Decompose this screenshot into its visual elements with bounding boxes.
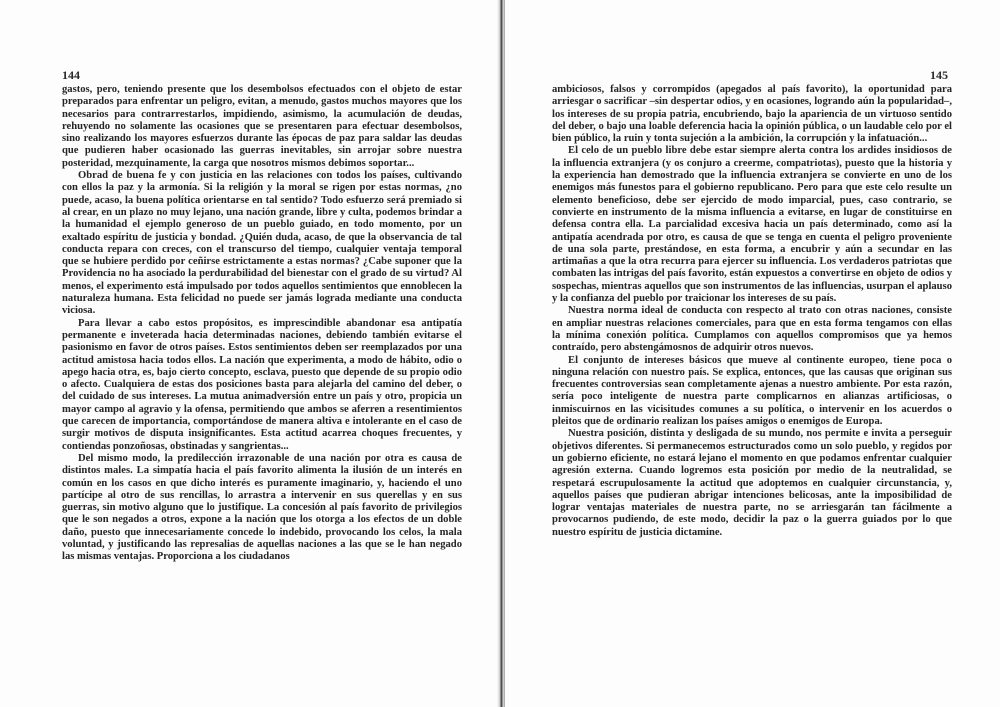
paragraph: Obrad de buena fe y con justicia en las relaciones con todos los países, cultivando con ellos la paz y la armonía. Si la religión y la moral se rigen por estas normas, ¿no puede, acaso, la buena política orientarse en tal sentido? Todo esfuerzo será premiado si al crear, en un plazo no muy lejano, una nación grande, libre y culta, podemos brindar a la humanidad el ejemplo generoso de un pueblo guiado, en todo momento, por un exaltado espíritu de justicia y bondad. ¿Quién duda, acaso, de que la observancia de tal conducta repara con creces, con el transcurso del tiempo, cualquier ventaja temporal que se hubiere perdido por ceñirse estrictamente a estas normas? ¿Cabe suponer que la Providencia no ha asociado la perdurabilidad del bienestar con el grado de su virtud? Al menos, el experimento está impulsado por todos aquellos sentimientos que ennoblecen la naturaleza humana. Esta felicidad no puede ser jamás lograda mediante una conducta viciosa. [62, 170, 462, 317]
paragraph: Nuestra norma ideal de conducta con respecto al trato con otras naciones, consiste en ampliar nuestras relaciones comerciales, para que en esta forma tengamos con ellas la mínima conexión política. Cumplamos con aquellos compromisos que ya hemos contraído, pero abstengámosnos de adquirir otros nuevos. [552, 305, 952, 354]
paragraph: El conjunto de intereses básicos que mueve al continente europeo, tiene poca o ninguna relación con nuestro país. Se explica, entonces, que las causas que originan sus frecuentes controversias sean completamente ajenas a nuestro ambiente. Por esta razón, sería poco inteligente de nuestra parte complicarnos en alianzas artificiosas, o inmiscuirnos en las vicisitudes comunes a su política, o intervenir en los acuerdos o pleitos que de ordinario realizan los países amigos o enemigos de Europa. [552, 354, 952, 428]
paragraph: El celo de un pueblo libre debe estar siempre alerta contra los ardides insidiosos de la influencia extranjera (y os conjuro a creerme, compatriotas), puesto que la historia y la experiencia han demostrado que la influencia extranjera se convierte en uno de los enemigos más funestos para el gobierno republicano. Pero para que este celo resulte un elemento beneficioso, debe ser ejercido de modo imparcial, pues, caso contrario, se convierte en instrumento de la misma influencia a evitarse, en lugar de constituirse en defensa contra ella. La parcialidad excesiva hacia un país determinado, como así la antipatía acendrada por otro, es causa de que se tenga en cuenta el peligro proveniente de una sola parte, prestándose, en esta forma, a encubrir y aún a secundar en las artimañas a que la otra recurra para ejercer su influencia. Los verdaderos patriotas que combaten las intrigas del país favorito, están expuestos a convertirse en objeto de odios y sospechas, mientras aquellos que son instrumentos de las influencias, usurpan el aplauso y la confianza del pueblo por traicionar los intereses de su país. [552, 145, 952, 305]
right-page-body [552, 84, 952, 539]
paragraph: Del mismo modo, la predilección irrazonable de una nación por otra es causa de distintos males. La simpatía hacia el país favorito alimenta la ilusión de un interés en común en los casos en que dicho interés es puramente imaginario, y, haciendo el uno partícipe al otro de sus rencillas, lo arrastra a intervenir en sus querellas y en sus guerras, sin motivo alguno que lo justifique. La concesión al país favorito de privilegios que le son negados a otros, expone a la nación que los otorga a los efectos de un doble daño, puesto que innecesariamente concede lo indebido, provocando los celos, la mala voluntad, y justificando las represalias de aquellas naciones a las que se le han negado las mismas ventajas. Proporciona a los ciudadanos [62, 452, 462, 563]
paragraph: gastos, pero, teniendo presente que los desembolsos efectuados con el objeto de estar preparados para enfrentar un peligro, evitan, a menudo, gastos muchos mayores que los necesarios para contrarrestarlos, impidiendo, asimismo, la acumulación de deudas, rehuyendo no solamente las ocasiones que se presentaren para efectuar desembolsos, sino realizando los mayores esfuerzos durante las épocas de paz para saldar las deudas que pudieren haber ocasionado las guerras inevitables, sin arrojar sobre nuestra posteridad, mezquinamente, la carga que nosotros mismos debimos soportar... [62, 84, 462, 169]
left-page-body [62, 84, 462, 564]
paragraph: ambiciosos, falsos y corrompidos (apegados al país favorito), la oportunidad para arriesgar o sacrificar –sin despertar odios, y en ocasiones, logrando aún la popularidad–, los intereses de su propia patria, encubriendo, bajo la apariencia de un virtuoso sentido del deber, o bajo una loable deferencia hacia la opinión pública, o un laudable celo por el bien público, la ruin y tonta sujeción a la ambición, la corrupción y la infatuación... [552, 84, 952, 145]
paragraph: Nuestra posición, distinta y desligada de su mundo, nos permite e invita a perseguir objetivos diferentes. Si permanecemos estructurados como un solo pueblo, y regidos por un gobierno eficiente, no estará lejano el momento en que podamos enfrentar cualquier agresión externa. Cuando logremos esta posición por medio de la neutralidad, se respetará escrupulosamente la actitud que adoptemos en cualquier circunstancia, y, aquellos países que pudieran abrigar intenciones belicosas, ante la imposibilidad de lograr ventajas materiales de nuestra parte, no se arriesgarán tan fácilmente a provocarnos pudiendo, de este modo, decidir la paz o la guerra guiados por lo que nuestro espíritu de justicia dictamine. [552, 428, 952, 538]
page-number-right: 145 [930, 68, 948, 82]
page-number-left: 144 [62, 68, 80, 82]
right-page [500, 0, 1000, 707]
paragraph: Para llevar a cabo estos propósitos, es imprescindible abandonar esa antipatía permanente e inveterada hacia determinadas naciones, debiendo también evitarse el pasionismo en favor de otros países. Estos sentimientos deben ser reemplazados por una actitud amistosa hacia todos ellos. La nación que experimenta, a modo de hábito, odio o apego hacia otra, es, bajo cierto concepto, esclava, puesto que depende de su propio odio o afecto. Cualquiera de estas dos posiciones basta para alejarla del camino del deber, o del cuidado de sus intereses. La mutua animadversión entre un país y otro, propicia un mayor campo al agravio y la ofensa, permitiendo que ambos se aferren a resentimientos que carecen de importancia, comportándose de manera altiva e intolerante en el caso de surgir motivos de disputa insignificantes. Esta actitud acarrea choques frecuentes, y contiendas ponzoñosas, obstinadas y sangrientas... [62, 317, 462, 452]
